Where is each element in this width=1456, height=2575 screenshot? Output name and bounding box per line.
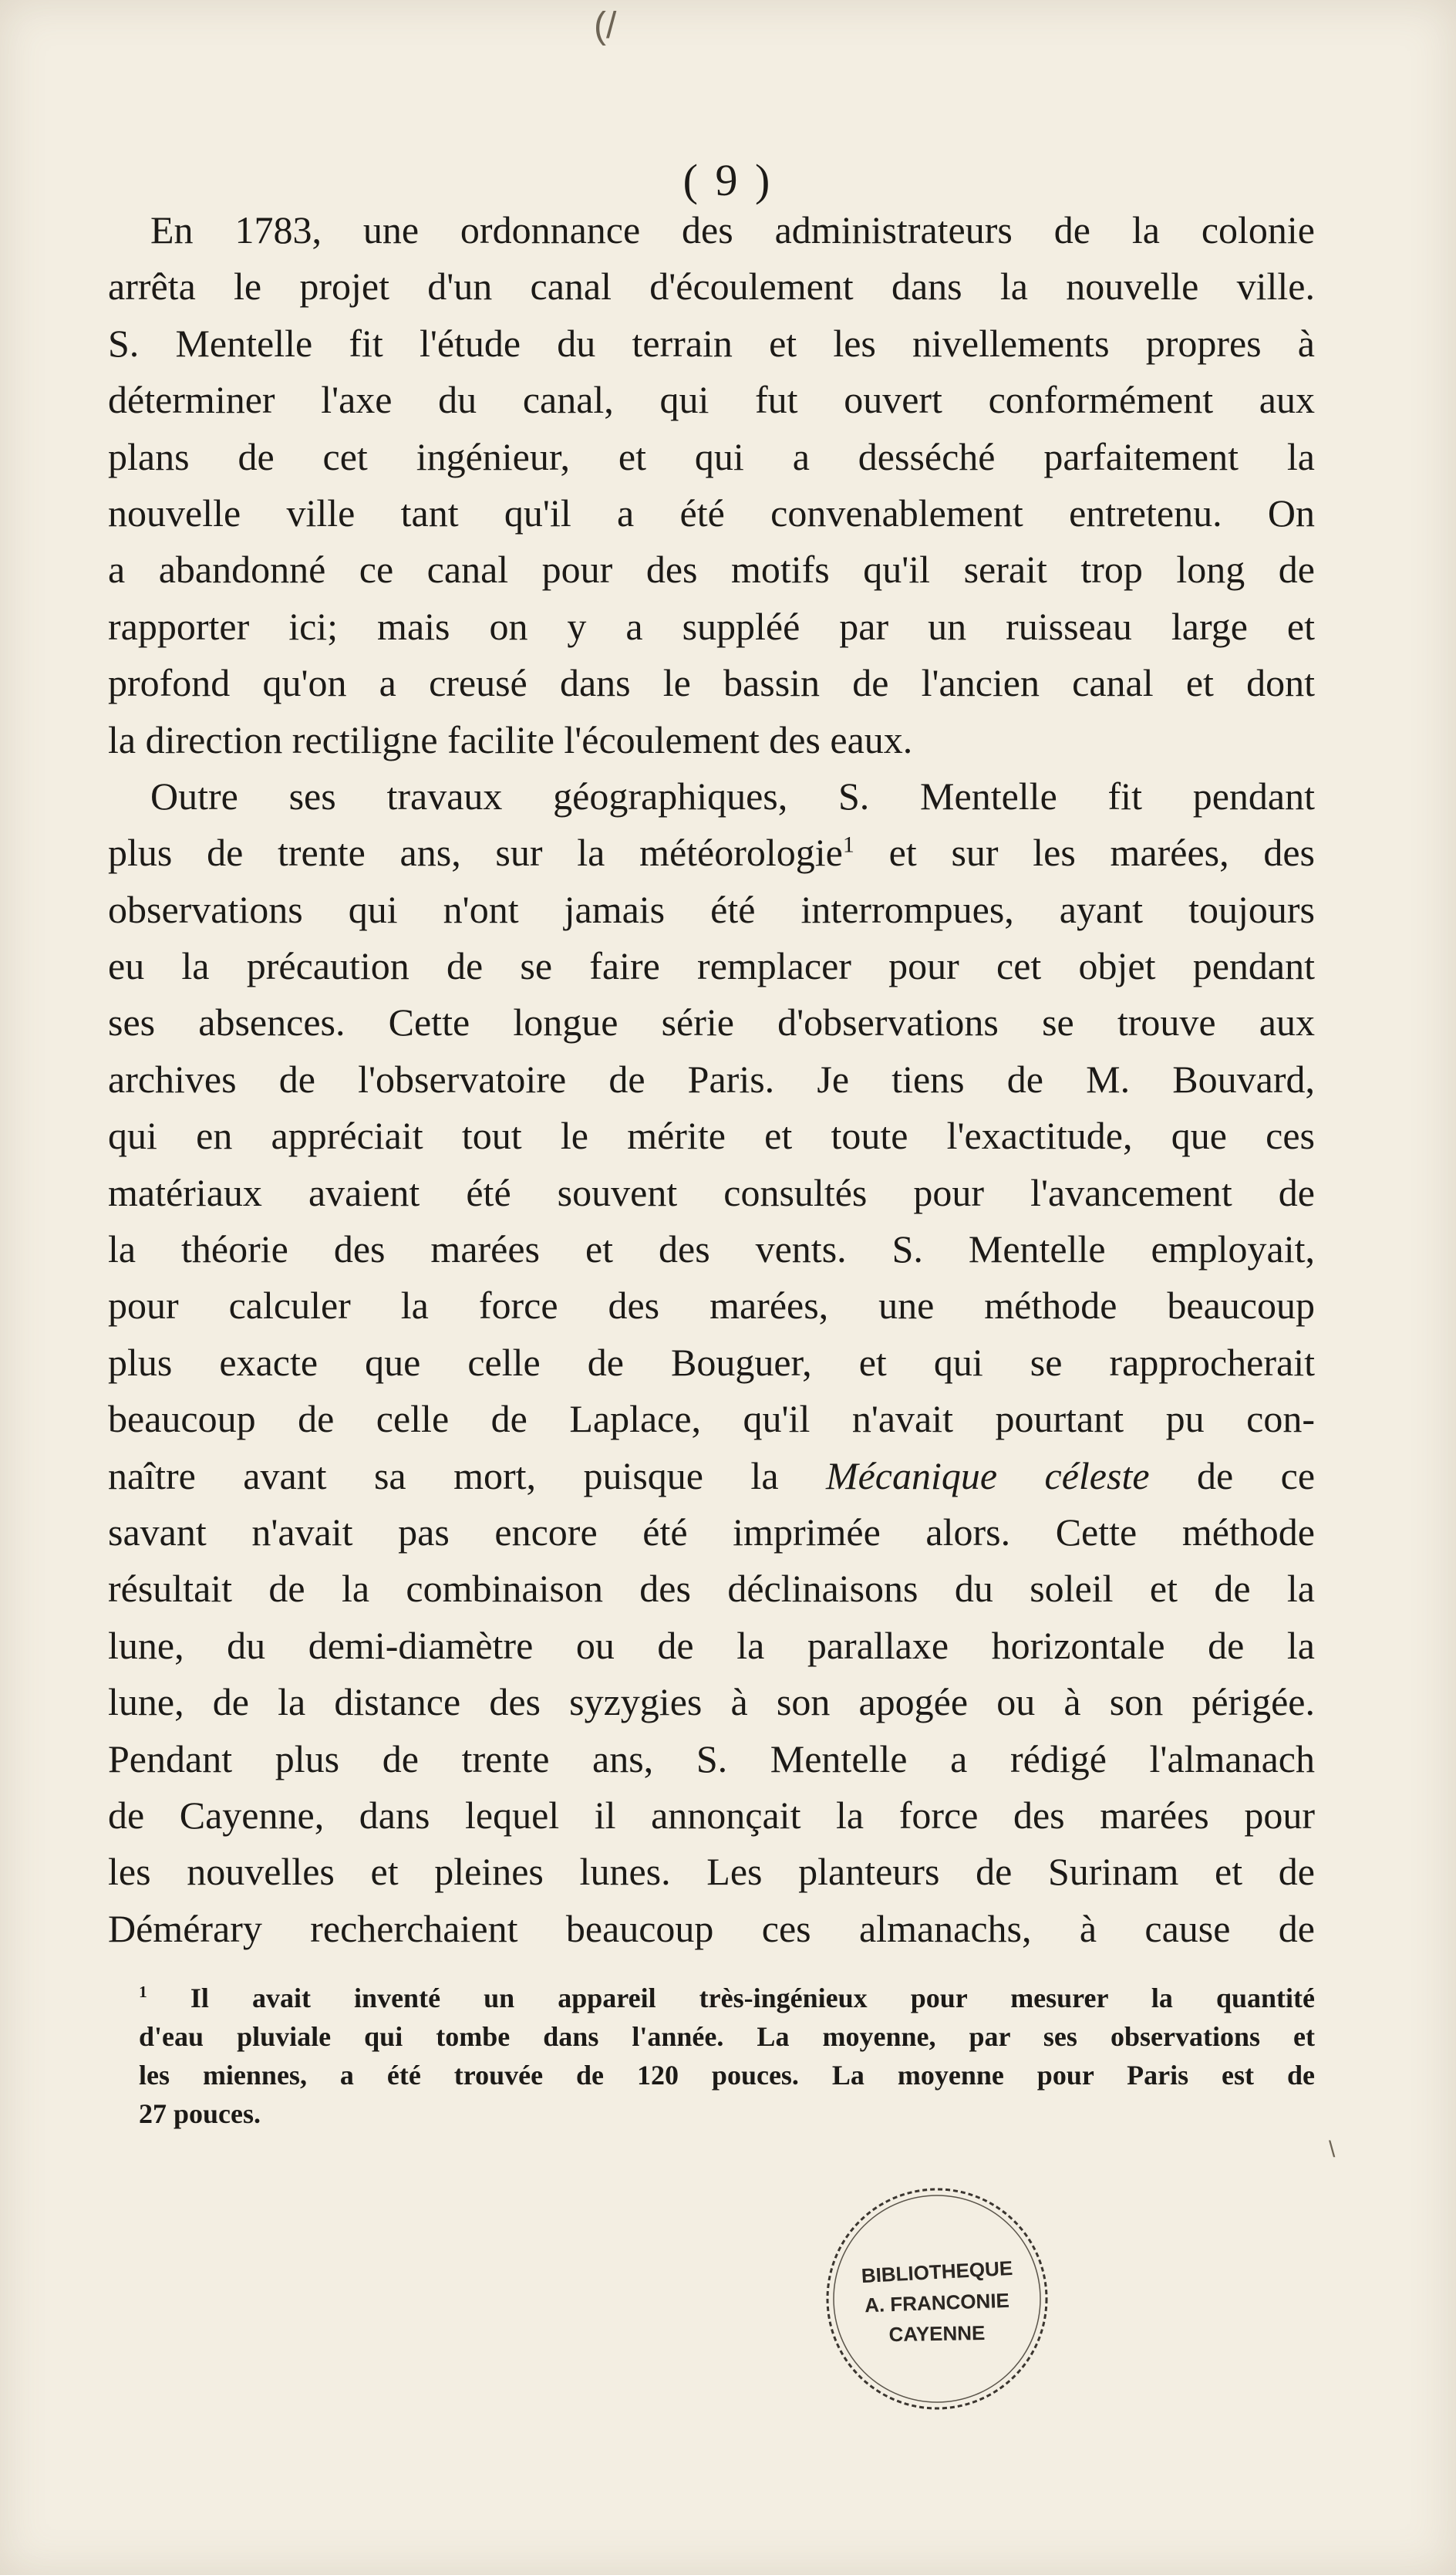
stamp-line: BIBLIOTHEQUE	[861, 2256, 1013, 2288]
footnote-line: 27 pouces.	[139, 2098, 261, 2129]
text-line: nouvelle ville tant qu'il a été convenablement entretenu. On	[108, 491, 1315, 535]
text-fragment: et sur les marées, des	[888, 831, 1316, 875]
text-line: rapporter ici; mais on y a suppléé par un ruisseau large et	[108, 604, 1315, 648]
text-line-with-italic	[108, 1448, 1315, 1504]
text-line: beaucoup de celle de Laplace, qu'il n'avait pourtant pu con-	[108, 1397, 1315, 1441]
text-line: plans de cet ingénieur, et qui a desséché parfaitement la	[108, 434, 1315, 478]
text-fragment: naître avant sa mort, puisque la	[108, 1453, 779, 1497]
library-stamp	[817, 2179, 1057, 2418]
stamp-line: CAYENNE	[888, 2320, 986, 2347]
margin-mark: (/	[594, 5, 617, 46]
text-line: En 1783, une ordonnance des administrateurs de la colonie	[150, 208, 1315, 251]
text-line: la théorie des marées et des vents. S. Mentelle employait,	[108, 1227, 1315, 1271]
footnote	[139, 1979, 1315, 2133]
text-line: de Cayenne, dans lequel il annonçait la force des marées pour	[108, 1793, 1315, 1837]
text-line-with-note	[108, 825, 1315, 881]
text-line: les nouvelles et pleines lunes. Les planteurs de Surinam et de	[108, 1850, 1315, 1894]
text-line: lune, de la distance des syzygies à son apogée ou à son périgée.	[108, 1680, 1315, 1724]
text-line: eu la précaution de se faire remplacer pour cet objet pendant	[108, 944, 1315, 988]
main-text	[108, 202, 1315, 1957]
text-line: profond qu'on a creusé dans le bassin de l'ancien canal et dont	[108, 661, 1315, 705]
footnote-line: d'eau pluviale qui tombe dans l'année. La moyenne, par ses observations et	[139, 2021, 1315, 2052]
text-line: ses absences. Cette longue série d'observations se trouve aux	[108, 1001, 1315, 1045]
text-line: plus exacte que celle de Bouguer, et qui se rapprocherait	[108, 1340, 1315, 1384]
footnote-marker: 1	[139, 1983, 147, 2001]
text-line: pour calculer la force des marées, une méthode beaucoup	[108, 1284, 1315, 1328]
footnote-ref: 1	[842, 832, 854, 858]
text-line: matériaux avaient été souvent consultés pour l'avancement de	[108, 1170, 1315, 1214]
text-line: déterminer l'axe du canal, qui fut ouvert conformément aux	[108, 378, 1315, 422]
margin-mark: \	[1329, 2137, 1336, 2162]
text-line: arrêta le projet d'un canal d'écoulement dans la nouvelle ville.	[108, 265, 1315, 309]
text-fragment: Il avait inventé un appareil très-ingénieux pour mesurer la quantité	[190, 1983, 1316, 2013]
text-line: Démérary recherchaient beaucoup ces almanachs, à cause de	[108, 1906, 1315, 1950]
text-line: observations qui n'ont jamais été interrompues, ayant toujours	[108, 887, 1315, 931]
book-title-italic: Mécanique céleste	[825, 1453, 1150, 1497]
text-line: archives de l'observatoire de Paris. Je tiens de M. Bouvard,	[108, 1057, 1315, 1101]
footnote-line	[139, 1979, 1315, 2017]
text-line: la direction rectiligne facilite l'écoulement des eaux.	[108, 717, 913, 761]
text-line: a abandonné ce canal pour des motifs qu'il serait trop long de	[108, 548, 1315, 592]
text-line: résultait de la combinaison des déclinaisons du soleil et de la	[108, 1567, 1315, 1611]
footnote-line: les miennes, a été trouvée de 120 pouces. La moyenne pour Paris est de	[139, 2060, 1315, 2091]
text-line: Pendant plus de trente ans, S. Mentelle a rédigé l'almanach	[108, 1736, 1315, 1780]
text-fragment: plus de trente ans, sur la météorologie	[108, 831, 843, 875]
text-line: qui en appréciait tout le mérite et toute l'exactitude, que ces	[108, 1114, 1315, 1158]
stamp-line: A. FRANCONIE	[864, 2288, 1010, 2317]
text-line: Outre ses travaux géographiques, S. Mentelle fit pendant	[150, 774, 1315, 818]
text-line: savant n'avait pas encore été imprimée alors. Cette méthode	[108, 1510, 1315, 1554]
text-line: lune, du demi-diamètre ou de la parallaxe horizontale de la	[108, 1623, 1315, 1667]
page-number: ( 9 )	[682, 155, 774, 205]
text-line: S. Mentelle fit l'étude du terrain et les nivellements propres à	[108, 321, 1315, 365]
text-fragment: de ce	[1197, 1453, 1316, 1497]
